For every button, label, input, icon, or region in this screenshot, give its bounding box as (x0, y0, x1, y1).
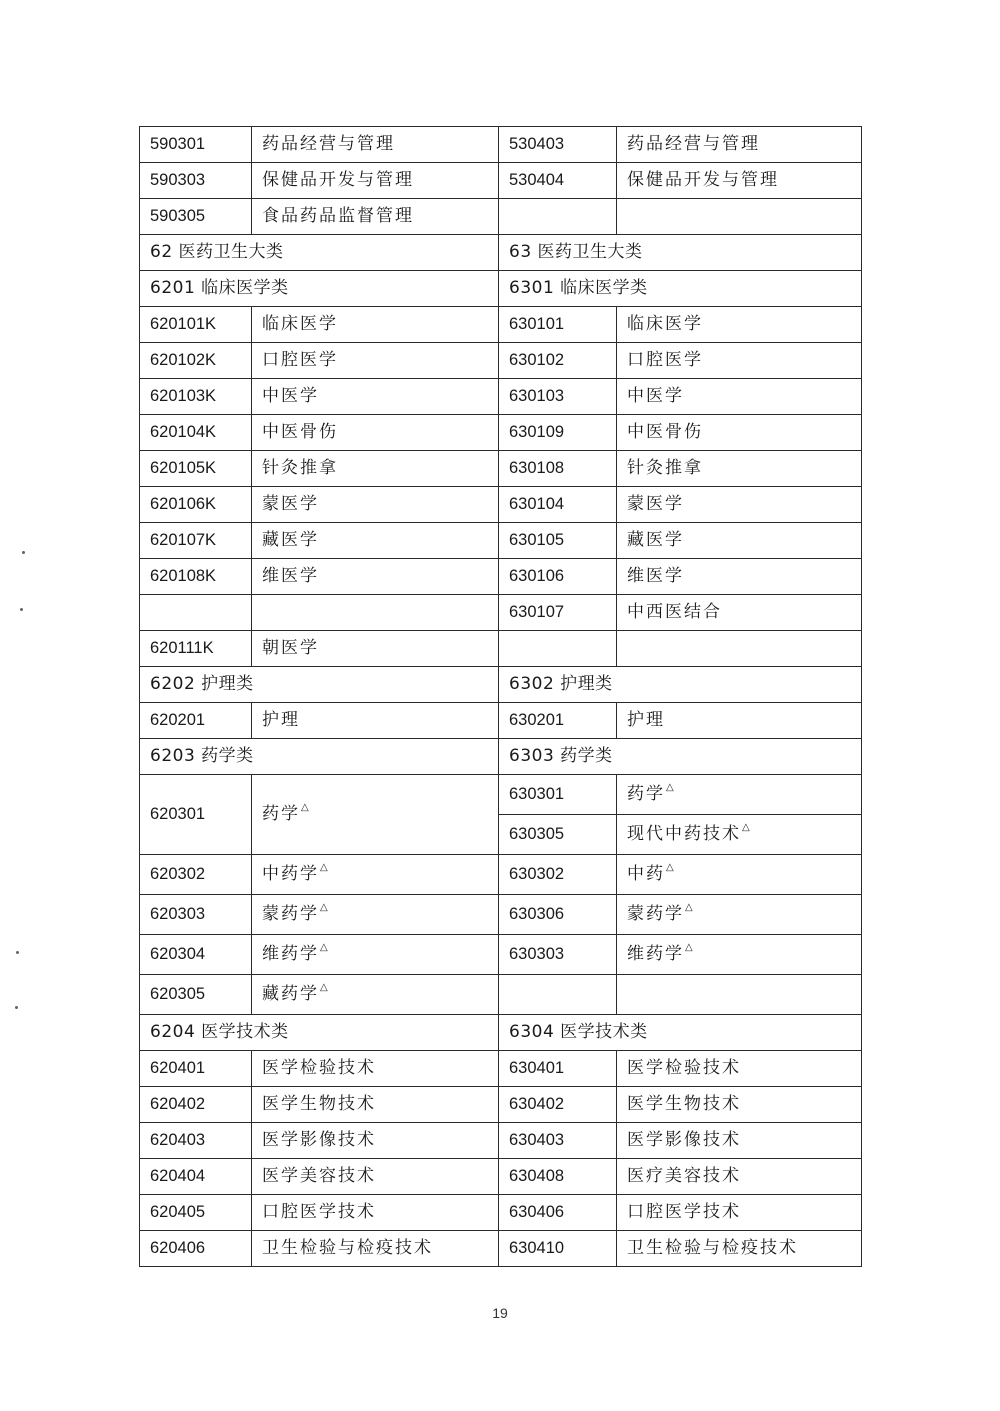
right-code-cell: 630406 (499, 1195, 617, 1231)
left-code-cell: 620401 (140, 1051, 252, 1087)
left-name-cell (252, 1195, 499, 1231)
table-row (140, 523, 862, 559)
right-name-cell (617, 343, 862, 379)
scan-speck (22, 551, 25, 554)
right-code-cell: 530403 (499, 127, 617, 163)
right-code-cell (499, 975, 617, 1015)
right-name-cell (617, 487, 862, 523)
left-name-cell (252, 451, 499, 487)
right-name-cell (617, 559, 862, 595)
right-name-cell (617, 1087, 862, 1123)
right-name-cell (617, 1123, 862, 1159)
left-code-cell: 590303 (140, 163, 252, 199)
table-row (140, 775, 862, 815)
right-code-cell: 630408 (499, 1159, 617, 1195)
major-name: 现代中药技术 (627, 824, 741, 845)
category-label-right: 6303 药学类 (499, 739, 862, 775)
right-name-cell (617, 895, 862, 935)
right-code-cell: 630109 (499, 415, 617, 451)
left-name-cell (252, 379, 499, 415)
left-name-cell (252, 127, 499, 163)
right-name-cell (617, 1159, 862, 1195)
table-row (140, 379, 862, 415)
left-code-cell: 620111K (140, 631, 252, 667)
right-code-cell: 630303 (499, 935, 617, 975)
left-name-cell (252, 775, 499, 855)
table-row (140, 487, 862, 523)
delta-mark: △ (320, 942, 328, 954)
right-code-cell: 630103 (499, 379, 617, 415)
right-name-cell (617, 1231, 862, 1267)
right-code-cell: 630106 (499, 559, 617, 595)
right-code-cell: 530404 (499, 163, 617, 199)
left-name-cell (252, 1123, 499, 1159)
scan-speck (16, 951, 19, 954)
table-row (140, 895, 862, 935)
table-row (140, 559, 862, 595)
left-name-cell (252, 935, 499, 975)
delta-mark: △ (320, 982, 328, 994)
delta-mark: △ (666, 782, 674, 794)
right-name-cell (617, 451, 862, 487)
table-row (140, 307, 862, 343)
category-label-right: 63 医药卫生大类 (499, 235, 862, 271)
major-name: 医学生物技术 (627, 1094, 741, 1115)
major-name: 卫生检验与检疫技术 (627, 1238, 798, 1259)
major-name: 藏医学 (627, 530, 684, 551)
major-name: 维药学 (627, 944, 684, 965)
delta-mark: △ (685, 902, 693, 914)
table-row (140, 343, 862, 379)
table-row (140, 1195, 862, 1231)
table-row (140, 975, 862, 1015)
left-name-cell (252, 559, 499, 595)
major-name: 口腔医学技术 (627, 1202, 741, 1223)
delta-mark: △ (320, 902, 328, 914)
major-name: 保健品开发与管理 (627, 170, 779, 191)
right-name-cell (617, 855, 862, 895)
left-name-cell (252, 631, 499, 667)
left-code-cell: 620305 (140, 975, 252, 1015)
table-row (140, 855, 862, 895)
right-name-cell (617, 595, 862, 631)
right-name-cell (617, 631, 862, 667)
left-code-cell: 620201 (140, 703, 252, 739)
left-name-cell (252, 1231, 499, 1267)
table-row (140, 127, 862, 163)
category-row (140, 1015, 862, 1051)
left-name-cell (252, 199, 499, 235)
left-code-cell: 620103K (140, 379, 252, 415)
major-name: 蒙药学 (627, 904, 684, 925)
delta-mark: △ (301, 802, 309, 814)
right-code-cell: 630306 (499, 895, 617, 935)
left-code-cell: 620102K (140, 343, 252, 379)
major-name: 医学检验技术 (627, 1058, 741, 1079)
right-name-cell (617, 523, 862, 559)
major-code-table (139, 126, 862, 1267)
right-code-cell (499, 631, 617, 667)
major-name: 针灸推拿 (262, 458, 338, 479)
category-label-left: 62 医药卫生大类 (140, 235, 499, 271)
delta-mark: △ (666, 862, 674, 874)
scan-speck (15, 1006, 18, 1009)
table-row (140, 163, 862, 199)
left-name-cell (252, 307, 499, 343)
right-name-cell (617, 975, 862, 1015)
category-label-left: 6202 护理类 (140, 667, 499, 703)
right-code-cell: 630302 (499, 855, 617, 895)
right-code-cell (499, 199, 617, 235)
left-name-cell (252, 975, 499, 1015)
right-name-cell (617, 199, 862, 235)
table-row (140, 935, 862, 975)
major-name: 临床医学 (627, 314, 703, 335)
left-name-cell (252, 487, 499, 523)
major-name: 中医骨伤 (262, 422, 338, 443)
left-name-cell (252, 415, 499, 451)
major-name: 维医学 (262, 566, 319, 587)
major-name: 药品经营与管理 (627, 134, 760, 155)
category-label-right: 6302 护理类 (499, 667, 862, 703)
left-code-cell: 620303 (140, 895, 252, 935)
scan-speck (20, 608, 23, 611)
major-name: 蒙医学 (262, 494, 319, 515)
left-code-cell: 620405 (140, 1195, 252, 1231)
right-code-cell: 630301 (499, 775, 617, 815)
right-code-cell: 630107 (499, 595, 617, 631)
table-row (140, 1123, 862, 1159)
major-name: 医学美容技术 (262, 1166, 376, 1187)
right-code-cell: 630410 (499, 1231, 617, 1267)
left-name-cell (252, 595, 499, 631)
left-name-cell (252, 895, 499, 935)
right-name-cell (617, 775, 862, 815)
left-name-cell (252, 1051, 499, 1087)
major-name: 卫生检验与检疫技术 (262, 1238, 433, 1259)
major-name: 医学检验技术 (262, 1058, 376, 1079)
right-name-cell (617, 1195, 862, 1231)
major-name: 临床医学 (262, 314, 338, 335)
left-name-cell (252, 343, 499, 379)
table-row (140, 595, 862, 631)
right-name-cell (617, 163, 862, 199)
right-code-cell: 630101 (499, 307, 617, 343)
right-name-cell (617, 815, 862, 855)
left-name-cell (252, 1087, 499, 1123)
major-name: 药学 (627, 784, 665, 805)
major-name: 维药学 (262, 944, 319, 965)
category-label-left: 6204 医学技术类 (140, 1015, 499, 1051)
right-code-cell: 630201 (499, 703, 617, 739)
delta-mark: △ (742, 822, 750, 834)
major-name: 保健品开发与管理 (262, 170, 414, 191)
right-code-cell: 630102 (499, 343, 617, 379)
left-code-cell: 620302 (140, 855, 252, 895)
left-code-cell: 620107K (140, 523, 252, 559)
major-name: 口腔医学 (627, 350, 703, 371)
major-name: 口腔医学技术 (262, 1202, 376, 1223)
major-name: 针灸推拿 (627, 458, 703, 479)
category-row (140, 667, 862, 703)
right-code-cell: 630108 (499, 451, 617, 487)
page-number: 19 (492, 1305, 508, 1321)
left-code-cell: 620101K (140, 307, 252, 343)
table-row (140, 1159, 862, 1195)
left-code-cell: 620105K (140, 451, 252, 487)
major-name: 医疗美容技术 (627, 1166, 741, 1187)
right-code-cell: 630104 (499, 487, 617, 523)
right-name-cell (617, 703, 862, 739)
left-code-cell: 620403 (140, 1123, 252, 1159)
category-row (140, 739, 862, 775)
category-label-left: 6203 药学类 (140, 739, 499, 775)
major-name: 蒙医学 (627, 494, 684, 515)
table-row (140, 703, 862, 739)
right-code-cell: 630403 (499, 1123, 617, 1159)
right-code-cell: 630402 (499, 1087, 617, 1123)
major-name: 护理 (627, 710, 665, 731)
right-name-cell (617, 935, 862, 975)
left-name-cell (252, 703, 499, 739)
left-code-cell: 620106K (140, 487, 252, 523)
left-code-cell: 590305 (140, 199, 252, 235)
left-name-cell (252, 1159, 499, 1195)
category-row (140, 271, 862, 307)
right-code-cell: 630401 (499, 1051, 617, 1087)
major-name: 医学影像技术 (627, 1130, 741, 1151)
left-code-cell: 620304 (140, 935, 252, 975)
table-row (140, 1087, 862, 1123)
major-name: 口腔医学 (262, 350, 338, 371)
right-name-cell (617, 415, 862, 451)
table-row (140, 1051, 862, 1087)
major-name: 医学生物技术 (262, 1094, 376, 1115)
right-name-cell (617, 1051, 862, 1087)
major-name: 药学 (262, 804, 300, 825)
right-name-cell (617, 127, 862, 163)
table-body (140, 127, 862, 1267)
major-name: 藏药学 (262, 984, 319, 1005)
table-row (140, 631, 862, 667)
left-code-cell: 590301 (140, 127, 252, 163)
right-name-cell (617, 307, 862, 343)
left-code-cell: 620402 (140, 1087, 252, 1123)
left-code-cell: 620404 (140, 1159, 252, 1195)
category-label-left: 6201 临床医学类 (140, 271, 499, 307)
right-name-cell (617, 379, 862, 415)
category-row (140, 235, 862, 271)
table-row (140, 199, 862, 235)
delta-mark: △ (320, 862, 328, 874)
major-name: 食品药品监督管理 (262, 206, 414, 227)
major-name: 中药学 (262, 864, 319, 885)
right-code-cell: 630105 (499, 523, 617, 559)
table-row (140, 415, 862, 451)
table-row (140, 451, 862, 487)
left-code-cell: 620108K (140, 559, 252, 595)
right-code-cell: 630305 (499, 815, 617, 855)
major-name: 朝医学 (262, 638, 319, 659)
major-name: 药品经营与管理 (262, 134, 395, 155)
left-name-cell (252, 163, 499, 199)
table-row (140, 1231, 862, 1267)
left-code-cell: 620406 (140, 1231, 252, 1267)
major-name: 护理 (262, 710, 300, 731)
major-name: 中医学 (262, 386, 319, 407)
major-name: 中医学 (627, 386, 684, 407)
category-label-right: 6301 临床医学类 (499, 271, 862, 307)
major-name: 中药 (627, 864, 665, 885)
major-name: 中西医结合 (627, 602, 722, 623)
major-name: 蒙药学 (262, 904, 319, 925)
left-code-cell: 620104K (140, 415, 252, 451)
category-label-right: 6304 医学技术类 (499, 1015, 862, 1051)
delta-mark: △ (685, 942, 693, 954)
major-name: 中医骨伤 (627, 422, 703, 443)
major-name: 藏医学 (262, 530, 319, 551)
left-code-cell: 620301 (140, 775, 252, 855)
left-name-cell (252, 855, 499, 895)
left-name-cell (252, 523, 499, 559)
major-name: 医学影像技术 (262, 1130, 376, 1151)
major-name: 维医学 (627, 566, 684, 587)
left-code-cell (140, 595, 252, 631)
